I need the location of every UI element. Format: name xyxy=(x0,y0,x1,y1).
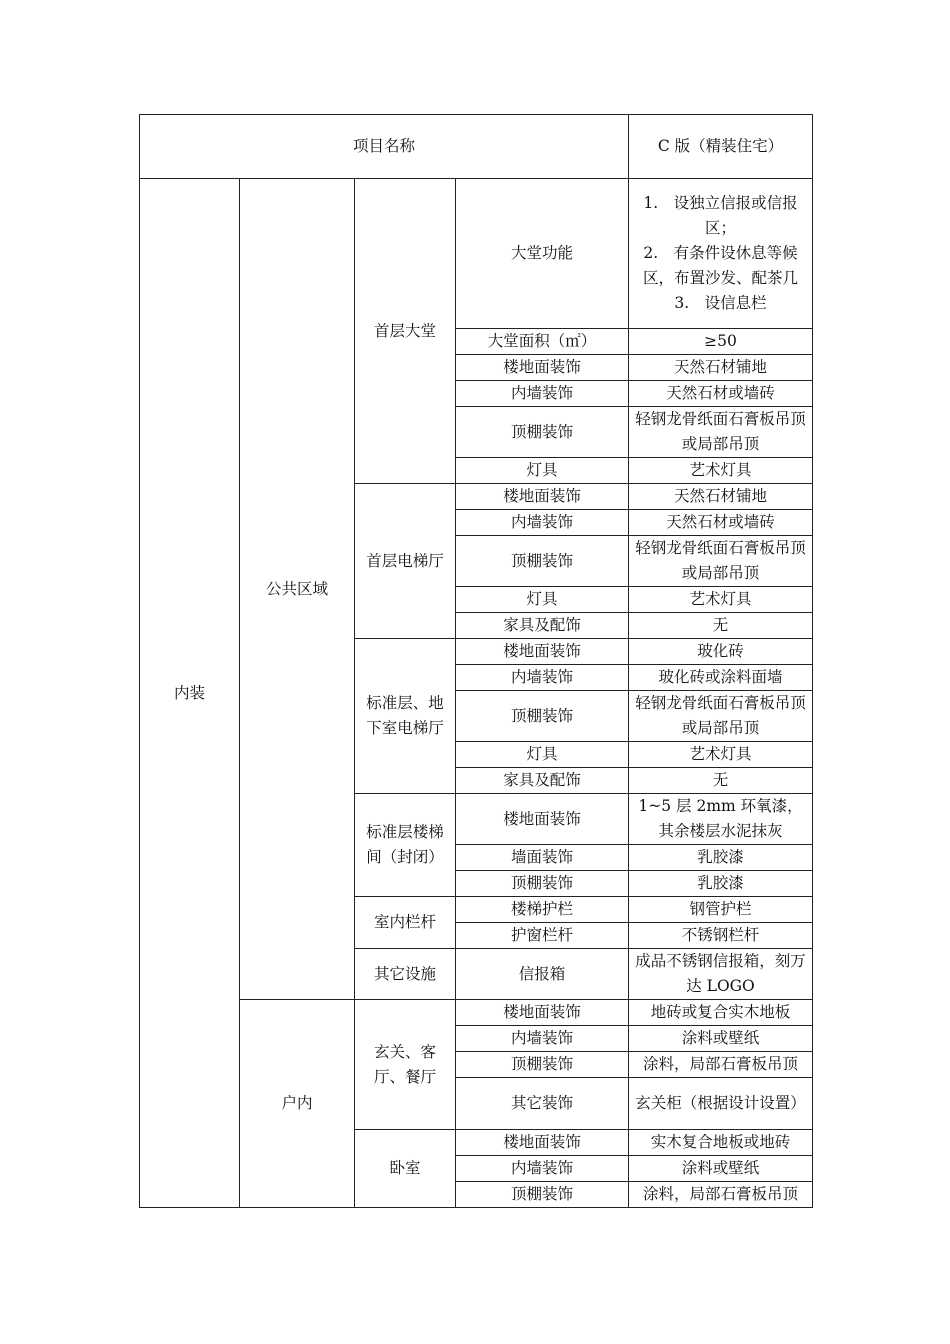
railing-title: 室内栏杆 xyxy=(355,897,456,949)
lobby-func-list xyxy=(629,179,813,329)
row-value: 玄关柜（根据设计设置） xyxy=(629,1078,813,1130)
row-label: 顶棚装饰 xyxy=(456,691,629,742)
row-value: 艺术灯具 xyxy=(629,587,813,613)
row-value: 无 xyxy=(629,768,813,794)
std-elevator-title: 标准层、地下室电梯厅 xyxy=(355,639,456,794)
row-value: 涂料或壁纸 xyxy=(629,1026,813,1052)
row-value: 乳胶漆 xyxy=(629,871,813,897)
row-value: 玻化砖 xyxy=(629,639,813,665)
row-label: 内墙装饰 xyxy=(456,510,629,536)
row-label: 楼地面装饰 xyxy=(456,1000,629,1026)
list-item: 3. 设信息栏 xyxy=(674,294,767,312)
row-value: 艺术灯具 xyxy=(629,742,813,768)
row-value: 轻钢龙骨纸面石膏板吊顶或局部吊顶 xyxy=(629,691,813,742)
row-label: 顶棚装饰 xyxy=(456,536,629,587)
version-header: C 版（精装住宅） xyxy=(629,115,813,179)
row-label: 其它装饰 xyxy=(456,1078,629,1130)
row-label: 顶棚装饰 xyxy=(456,871,629,897)
row-label: 墙面装饰 xyxy=(456,845,629,871)
row-label: 楼地面装饰 xyxy=(456,794,629,845)
lobby-func-label: 大堂功能 xyxy=(456,179,629,329)
row-label: 家具及配饰 xyxy=(456,613,629,639)
row-label: 顶棚装饰 xyxy=(456,1052,629,1078)
row-value: 不锈钢栏杆 xyxy=(629,923,813,949)
row-label: 灯具 xyxy=(456,587,629,613)
row-label: 内墙装饰 xyxy=(456,665,629,691)
row-value: 乳胶漆 xyxy=(629,845,813,871)
row-value: 天然石材或墙砖 xyxy=(629,510,813,536)
row-label: 护窗栏杆 xyxy=(456,923,629,949)
row-value: 天然石材铺地 xyxy=(629,484,813,510)
row-value: 地砖或复合实木地板 xyxy=(629,1000,813,1026)
indoor-cell: 户内 xyxy=(240,1000,355,1208)
row-label: 楼地面装饰 xyxy=(456,484,629,510)
other-facility-title: 其它设施 xyxy=(355,949,456,1000)
row-value: 轻钢龙骨纸面石膏板吊顶或局部吊顶 xyxy=(629,407,813,458)
row-value: 成品不锈钢信报箱，刻万达 LOGO xyxy=(629,949,813,1000)
row-value: 实木复合地板或地砖 xyxy=(629,1130,813,1156)
list-item: 1. 设独立信报或信报区； xyxy=(643,194,798,237)
living-title: 玄关、客厅、餐厅 xyxy=(355,1000,456,1130)
row-value: 轻钢龙骨纸面石膏板吊顶或局部吊顶 xyxy=(629,536,813,587)
section-cell: 内装 xyxy=(140,179,240,1208)
lobby-title: 首层大堂 xyxy=(355,179,456,484)
row-label: 楼地面装饰 xyxy=(456,1130,629,1156)
list-item: 2. 有条件设休息等候区，布置沙发、配茶几 xyxy=(643,244,799,287)
row-label: 灯具 xyxy=(456,742,629,768)
row-value: 玻化砖或涂料面墙 xyxy=(629,665,813,691)
row-value: 1~5 层 2mm 环氧漆，其余楼层水泥抹灰 xyxy=(629,794,813,845)
row-value: ≥50 xyxy=(629,329,813,355)
row-label: 家具及配饰 xyxy=(456,768,629,794)
row-value: 涂料或壁纸 xyxy=(629,1156,813,1182)
row-label: 内墙装饰 xyxy=(456,381,629,407)
row-label: 大堂面积（㎡） xyxy=(456,329,629,355)
row-value: 天然石材铺地 xyxy=(629,355,813,381)
row-label: 内墙装饰 xyxy=(456,1026,629,1052)
row-label: 楼地面装饰 xyxy=(456,639,629,665)
row-label: 楼地面装饰 xyxy=(456,355,629,381)
public-area-cell: 公共区域 xyxy=(240,179,355,1000)
header-row xyxy=(140,115,813,179)
row-value: 涂料，局部石膏板吊顶 xyxy=(629,1052,813,1078)
row-label: 顶棚装饰 xyxy=(456,1182,629,1208)
item-name-header: 项目名称 xyxy=(140,115,629,179)
row-value: 艺术灯具 xyxy=(629,458,813,484)
row-value: 钢管护栏 xyxy=(629,897,813,923)
row-value: 涂料，局部石膏板吊顶 xyxy=(629,1182,813,1208)
row-label: 信报箱 xyxy=(456,949,629,1000)
bedroom-title: 卧室 xyxy=(355,1130,456,1208)
spec-table xyxy=(139,114,813,1208)
table-row xyxy=(140,1000,813,1026)
row-value: 天然石材或墙砖 xyxy=(629,381,813,407)
row-label: 楼梯护栏 xyxy=(456,897,629,923)
table-row xyxy=(140,179,813,329)
row-label: 顶棚装饰 xyxy=(456,407,629,458)
row-label: 内墙装饰 xyxy=(456,1156,629,1182)
elevator-hall-title: 首层电梯厅 xyxy=(355,484,456,639)
row-value: 无 xyxy=(629,613,813,639)
stairwell-title: 标准层楼梯间（封闭） xyxy=(355,794,456,897)
row-label: 灯具 xyxy=(456,458,629,484)
